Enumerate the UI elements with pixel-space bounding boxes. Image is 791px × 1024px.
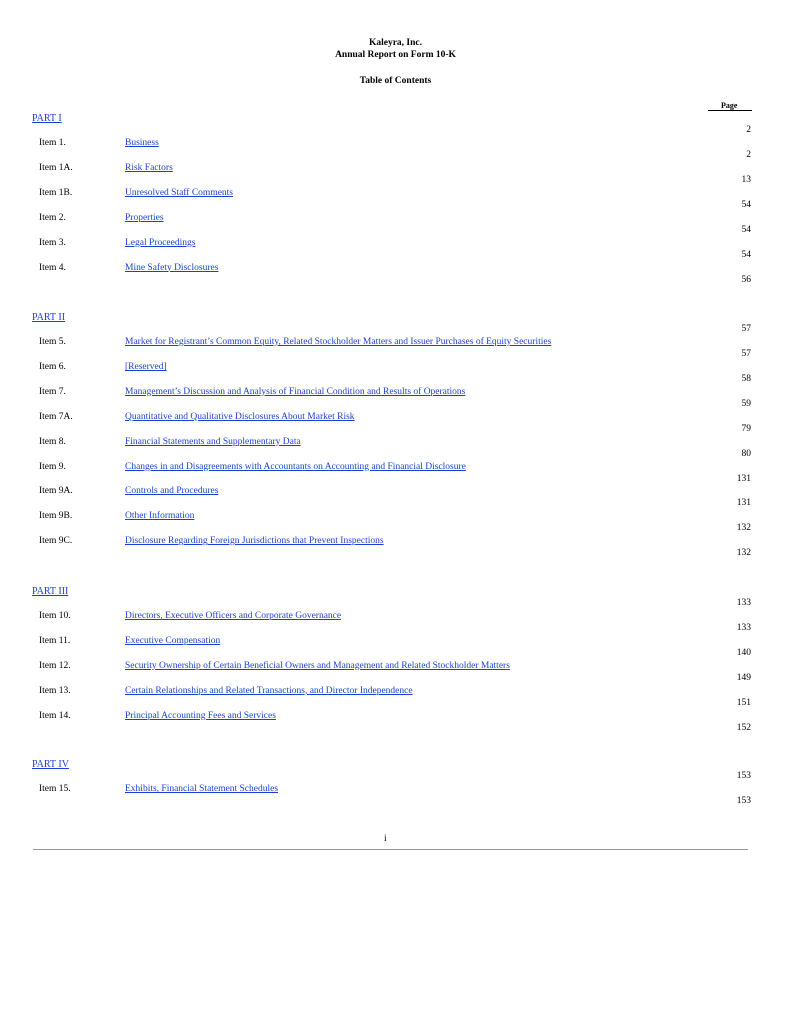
- item-number: Item 12.: [39, 660, 71, 671]
- report-title: Annual Report on Form 10-K: [335, 50, 456, 60]
- item-number: Item 5.: [39, 337, 66, 347]
- item-number: Item 4.: [39, 262, 66, 273]
- toc-item-link[interactable]: Mine Safety Disclosures: [125, 262, 219, 273]
- footer-divider: [33, 849, 748, 850]
- toc-item-link[interactable]: Other Information: [125, 511, 195, 522]
- toc-item-link[interactable]: Market for Registrant’s Common Equity, Related Stockholder Matters and Issuer Purchases of Equity Securities: [125, 337, 552, 347]
- item-number: Item 3.: [39, 237, 66, 248]
- toc-item-link[interactable]: Risk Factors: [125, 162, 173, 173]
- toc-item-link[interactable]: Principal Accounting Fees and Services: [125, 710, 276, 721]
- toc-title: Table of Contents: [359, 76, 432, 86]
- part-heading[interactable]: PART II: [32, 312, 66, 323]
- item-page-number: 56: [741, 274, 751, 285]
- item-page-number: 132: [736, 523, 751, 534]
- item-number: Item 9A.: [39, 486, 73, 497]
- item-page-number: 131: [736, 473, 751, 484]
- item-page-number: 54: [741, 199, 751, 210]
- toc-item-link[interactable]: Business: [125, 138, 159, 148]
- item-page-number: 152: [736, 722, 751, 733]
- toc-item-link[interactable]: Unresolved Staff Comments: [125, 187, 234, 198]
- item-number: Item 2.: [39, 212, 66, 223]
- item-page-number: 58: [741, 373, 751, 384]
- part-page-number: 2: [746, 125, 751, 135]
- item-number: Item 1A.: [39, 162, 73, 173]
- toc-item-link[interactable]: Controls and Procedures: [125, 486, 219, 497]
- item-page-number: 59: [741, 398, 751, 409]
- part-heading[interactable]: PART III: [32, 586, 69, 597]
- part-page-number: 153: [736, 771, 751, 781]
- part-heading[interactable]: PART I: [32, 113, 62, 124]
- toc-item-link[interactable]: [Reserved]: [125, 361, 167, 372]
- item-page-number: 80: [741, 448, 751, 459]
- item-page-number: 13: [741, 174, 751, 185]
- footer-page-number: i: [384, 834, 387, 844]
- item-number: Item 10.: [39, 611, 71, 621]
- item-page-number: 153: [736, 796, 751, 806]
- toc-item-link[interactable]: Properties: [125, 212, 164, 223]
- item-number: Item 7A.: [39, 411, 73, 422]
- item-page-number: 151: [736, 697, 751, 708]
- page-column-header: Page: [721, 101, 738, 110]
- item-page-number: 140: [736, 647, 751, 658]
- item-number: Item 1B.: [39, 187, 73, 198]
- toc-item-link[interactable]: Certain Relationships and Related Transactions, and Director Independence: [125, 685, 413, 696]
- toc-item-link[interactable]: Financial Statements and Supplementary Data: [125, 436, 301, 447]
- toc-item-link[interactable]: Disclosure Regarding Foreign Jurisdictions that Prevent Inspections: [125, 536, 384, 547]
- part-heading[interactable]: PART IV: [32, 759, 69, 770]
- item-page-number: 149: [736, 672, 751, 683]
- item-page-number: 54: [741, 224, 751, 235]
- part-page-number: 133: [736, 598, 751, 608]
- item-number: Item 1.: [39, 138, 66, 148]
- toc-item-link[interactable]: Legal Proceedings: [125, 237, 196, 248]
- item-page-number: 54: [741, 249, 751, 260]
- toc-item-link[interactable]: Executive Compensation: [125, 635, 221, 646]
- item-number: Item 9B.: [39, 511, 73, 522]
- item-number: Item 14.: [39, 710, 71, 721]
- toc-item-link[interactable]: Quantitative and Qualitative Disclosures About Market Risk: [125, 411, 355, 422]
- toc-item-link[interactable]: Security Ownership of Certain Beneficial Owners and Management and Related Stockholder Matters: [125, 660, 510, 671]
- toc-item-link[interactable]: Changes in and Disagreements with Accountants on Accounting and Financial Disclosure: [125, 461, 466, 472]
- item-page-number: 132: [736, 548, 751, 559]
- item-number: Item 7.: [39, 386, 66, 397]
- toc-item-link[interactable]: Exhibits, Financial Statement Schedules: [125, 784, 279, 794]
- item-page-number: 133: [736, 623, 751, 633]
- item-number: Item 9C.: [39, 536, 73, 547]
- part-page-number: 57: [741, 324, 751, 334]
- item-number: Item 15.: [39, 784, 71, 794]
- company-name: Kaleyra, Inc.: [368, 38, 423, 48]
- item-number: Item 11.: [39, 635, 71, 646]
- item-page-number: 57: [741, 349, 751, 359]
- item-number: Item 6.: [39, 361, 66, 372]
- toc-item-link[interactable]: Management’s Discussion and Analysis of Financial Condition and Results of Operations: [125, 386, 466, 397]
- item-number: Item 13.: [39, 685, 71, 696]
- item-page-number: 131: [736, 498, 751, 509]
- item-number: Item 9.: [39, 461, 66, 472]
- item-page-number: 2: [746, 150, 751, 160]
- item-number: Item 8.: [39, 436, 66, 447]
- page-column-rule: [708, 110, 752, 111]
- toc-item-link[interactable]: Directors, Executive Officers and Corporate Governance: [125, 611, 342, 621]
- item-page-number: 79: [741, 423, 751, 434]
